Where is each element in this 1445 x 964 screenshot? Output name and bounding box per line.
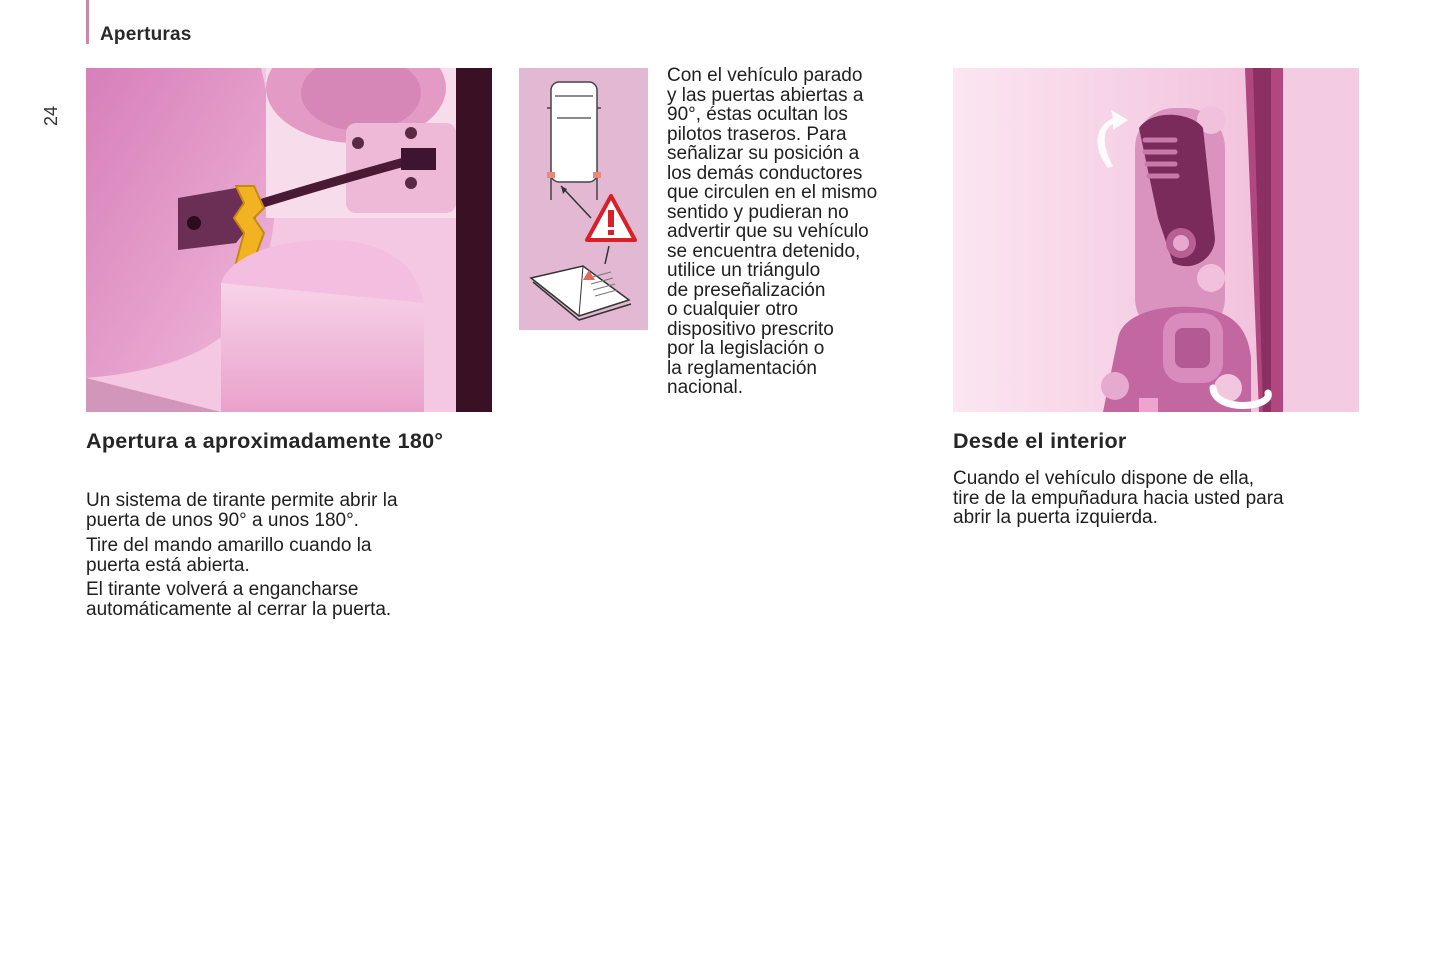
warning-line: se encuentra detenido,: [667, 240, 861, 262]
paragraph-line: tire de la empuñadura hacia usted para: [953, 487, 1284, 509]
section-title: Aperturas: [100, 24, 192, 45]
warning-line: 90°, éstas ocultan los: [667, 104, 848, 125]
warning-line: la reglamentación: [667, 357, 817, 379]
inner-handle-illustration: [953, 68, 1359, 412]
warning-text: [667, 66, 937, 398]
warning-line: utilice un triángulo: [667, 260, 821, 281]
warning-line: señalizar su posición a: [667, 143, 860, 164]
tie-rod-illustration: [86, 68, 492, 412]
paragraph-line: Cuando el vehículo dispone de ella,: [953, 468, 1255, 489]
warning-line: y las puertas abiertas a: [667, 84, 864, 106]
paragraph-line: Tire del mando amarillo cuando la: [86, 535, 372, 556]
warning-line: que circulen en el mismo: [667, 182, 878, 203]
warning-triangle-illustration: [519, 68, 648, 330]
paragraph-line: Un sistema de tirante permite abrir la: [86, 490, 398, 511]
paragraph-line: El tirante volverá a engancharse: [86, 579, 359, 600]
warning-line: pilotos traseros. Para: [667, 123, 847, 145]
heading-from-inside: Desde el interior: [953, 429, 1127, 453]
paragraph-line: puerta de unos 90° a unos 180°.: [86, 509, 359, 531]
heading-opening-180: Apertura a aproximadamente 180°: [86, 429, 444, 453]
paragraph-line: abrir la puerta izquierda.: [953, 507, 1158, 528]
paragraph-tie-rod-system: [86, 491, 398, 530]
warning-line: dispositivo prescrito: [667, 318, 834, 340]
warning-line: sentido y pudieran no: [667, 201, 849, 223]
warning-line: Con el vehículo parado: [667, 65, 863, 86]
warning-line: de preseñalización: [667, 279, 826, 301]
paragraph-auto-reengage: [86, 580, 391, 619]
page-number: 24: [41, 105, 61, 127]
warning-line: o cualquier otro: [667, 299, 798, 320]
paragraph-line: automáticamente al cerrar la puerta.: [86, 598, 392, 620]
header-accent-bar: [86, 0, 89, 44]
warning-line: nacional.: [667, 377, 744, 398]
paragraph-pull-yellow-control: [86, 536, 372, 575]
paragraph-inner-handle: [953, 469, 1284, 528]
paragraph-line: puerta está abierta.: [86, 554, 250, 576]
warning-line: por la legislación o: [667, 338, 825, 359]
warning-line: advertir que su vehículo: [667, 221, 869, 242]
warning-line: los demás conductores: [667, 162, 863, 184]
